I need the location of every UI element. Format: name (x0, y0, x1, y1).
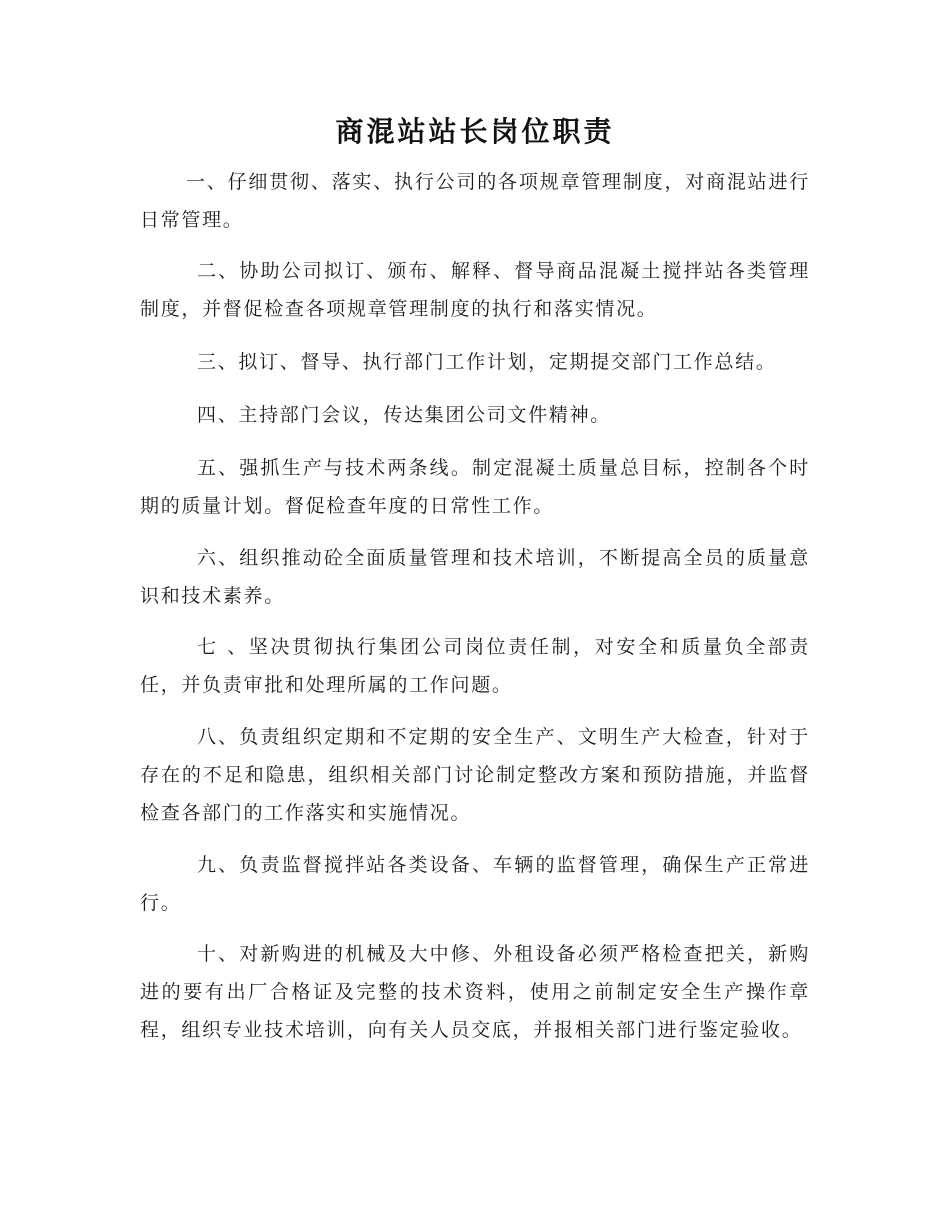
duty-paragraph-10: 十、对新购进的机械及大中修、外租设备必须严格检查把关，新购进的要有出厂合格证及完整的技术资料，使用之前制定安全生产操作章程，组织专业技术培训，向有关人员交底，并报相关部门进行鉴定验收。 (140, 943, 810, 1041)
duty-paragraph-5: 五、强抓生产与技术两条线。制定混凝土质量总目标，控制各个时期的质量计划。督促检查年度的日常性工作。 (140, 457, 810, 517)
duty-paragraph-4: 四、主持部门会议，传达集团公司文件精神。 (197, 404, 612, 426)
document-title: 商混站站长岗位职责 (335, 115, 615, 148)
duty-paragraph-9: 九、负责监督搅拌站各类设备、车辆的监督管理，确保生产正常进行。 (140, 854, 810, 914)
duty-paragraph-3: 三、拟订、督导、执行部门工作计划，定期提交部门工作总结。 (197, 351, 777, 373)
duty-paragraph-8: 八、负责组织定期和不定期的安全生产、文明生产大检查，针对于存在的不足和隐患，组织相关部门讨论制定整改方案和预防措施，并监督检查各部门的工作落实和实施情况。 (140, 726, 810, 824)
duty-paragraph-6: 六、组织推动砼全面质量管理和技术培训，不断提高全员的质量意识和技术素养。 (140, 547, 810, 607)
duty-paragraph-7: 七 、坚决贯彻执行集团公司岗位责任制，对安全和质量负全部责任，并负责审批和处理所属的工作问题。 (140, 636, 810, 696)
duty-paragraph-2: 二、协助公司拟订、颁布、解释、督导商品混凝土搅拌站各类管理制度，并督促检查各项规章管理制度的执行和落实情况。 (140, 260, 810, 320)
duty-paragraph-1: 一、仔细贯彻、落实、执行公司的各项规章管理制度，对商混站进行日常管理。 (140, 171, 810, 231)
